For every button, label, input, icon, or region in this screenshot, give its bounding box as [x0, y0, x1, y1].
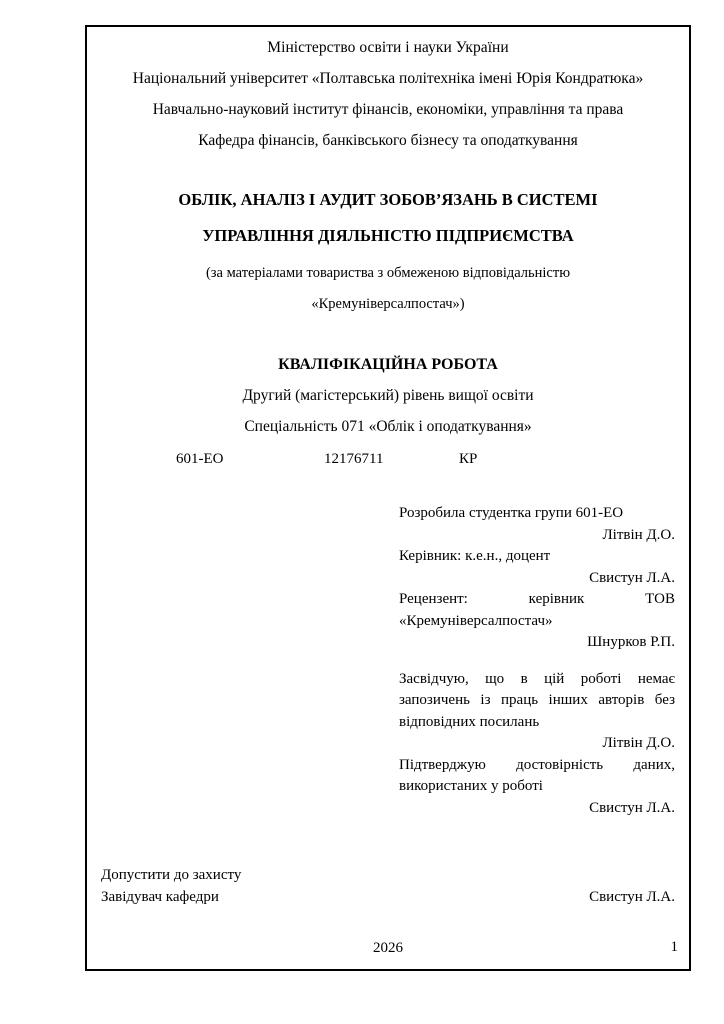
header-line-department: Кафедра фінансів, банківського бізнесу та оподаткування: [198, 132, 578, 149]
supervisor-name: Свистун Л.А.: [589, 569, 675, 586]
work-heading: КВАЛІФІКАЦІЙНА РОБОТА: [278, 356, 498, 373]
signature-column: [399, 503, 675, 819]
declaration-data-text: Підтверджую достовірність даних,: [399, 756, 675, 773]
signature-spacer-1: [399, 654, 675, 669]
declaration-originality-text: Засвідчую, що в цій роботі немає запозичень із праць інших авторів без: [399, 670, 675, 708]
supervisor-role: Керівник: к.е.н., доцент: [399, 548, 551, 564]
page-number: 1: [670, 939, 678, 955]
code-number: 12176711: [324, 451, 384, 467]
page-content: [101, 28, 675, 968]
declaration-originality-name: Літвін Д.О.: [602, 735, 675, 751]
work-codes-row: [101, 445, 675, 473]
reviewer-name: Шнурков Р.П.: [587, 634, 675, 650]
admission-line-allow: Допустити до захисту: [101, 867, 242, 883]
declaration-data-name: Свистун Л.А.: [589, 799, 675, 816]
declaration-originality-tail: відповідних посилань: [399, 713, 540, 730]
title-line-2: УПРАВЛІННЯ ДІЯЛЬНІСТЮ ПІДПРИЄМСТВА: [202, 226, 574, 245]
header-line-ministry: Міністерство освіти і науки України: [267, 39, 509, 56]
header-line-university: Національний університет «Полтавська політехніка імені Юрія Кондратюка»: [132, 70, 644, 87]
author-role: Розробила студентка групи 601-ЕО: [399, 505, 624, 521]
code-mark: КР: [459, 451, 478, 467]
admission-head-name: Свистун Л.А.: [589, 889, 675, 905]
thesis-title: [101, 182, 675, 254]
admission-head-label: Завідувач кафедри: [101, 889, 219, 905]
declaration-data-tail: використаних у роботі: [399, 778, 543, 794]
header-line-institute: Навчально-науковий інститут фінансів, економіки, управління та права: [152, 101, 624, 118]
reviewer-org: «Кремуніверсалпостач»: [399, 612, 553, 629]
subtitle-line-1: (за матеріалами товариства з обмеженою відповідальністю: [205, 265, 571, 281]
code-group: 601-ЕО: [176, 451, 224, 467]
work-degree-level: Другий (магістерський) рівень вищої освіти: [242, 387, 534, 404]
institution-header: [101, 32, 675, 156]
title-line-1: ОБЛІК, АНАЛІЗ І АУДИТ ЗОБОВ’ЯЗАНЬ В СИСТЕМІ: [178, 190, 598, 209]
work-specialty: Спеціальність 071 «Облік і оподаткування»: [244, 418, 532, 435]
reviewer-role: Рецензент: керівник ТОВ: [399, 591, 675, 607]
author-name: Літвін Д.О.: [602, 526, 675, 543]
subtitle-line-2: «Кремуніверсалпостач»): [311, 296, 465, 312]
year-label: 2026: [373, 940, 403, 956]
admission-row-head: [101, 886, 675, 908]
thesis-subtitle: [101, 258, 675, 320]
admission-block: [101, 864, 675, 908]
qualification-work-block: [101, 350, 675, 473]
